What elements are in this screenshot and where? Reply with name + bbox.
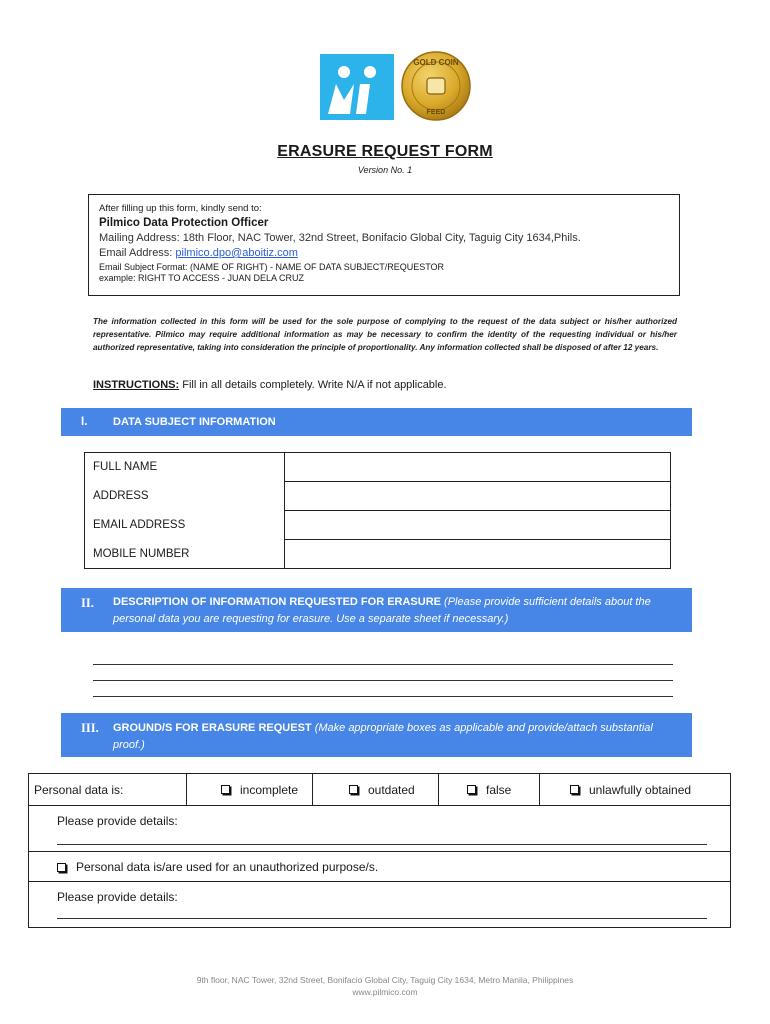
subject-format: Email Subject Format: (NAME OF RIGHT) - NAME OF DATA SUBJECT/REQUESTOR <box>99 262 445 272</box>
option-outdated-label: outdated <box>368 782 415 797</box>
section-3-title <box>113 720 684 754</box>
pilmico-logo-mark <box>320 54 394 120</box>
grounds-separator <box>29 851 730 852</box>
section-3-note: (Make appropriate boxes as applicable and provide/attach substantial proof.) <box>113 722 653 751</box>
option-outdated[interactable] <box>313 774 439 805</box>
unauthorized-purpose-option[interactable] <box>57 860 378 874</box>
details-line-1[interactable] <box>57 844 707 845</box>
personal-data-row <box>29 774 730 806</box>
section-1-title <box>113 414 684 431</box>
footer-address: 9th floor, NAC Tower, 32nd Street, Bonifacio Global City, Taguig City 1634, Metro Manila, Philippines <box>196 975 574 985</box>
coin-text-top: GOLD COIN <box>413 58 459 67</box>
unauthorized-purpose-label: Personal data is/are used for an unauthorized purpose/s. <box>76 860 379 874</box>
privacy-disclaimer: The information collected in this form will be used for the sole purpose of complying to the request of the data subject or his/her authorized representative. Pilmico may require additional information as may be necessary to confirm the identity of the requesting individual or his/her authorized representative, taking into consideration the principle of proportionality. Any information collected shall be disposed of after 12 years. <box>93 317 677 353</box>
option-incomplete[interactable] <box>187 774 313 805</box>
instructions-label: INSTRUCTIONS: <box>93 379 180 391</box>
details-label-2: Please provide details: <box>57 890 178 904</box>
checkbox-icon[interactable] <box>57 863 66 872</box>
send-intro: After filling up this form, kindly send to: <box>99 203 262 214</box>
option-unlawfully-obtained[interactable] <box>540 774 730 805</box>
section-1-number: I. <box>81 416 88 428</box>
section-3-number: III. <box>81 721 99 735</box>
gold-coin-logo <box>400 50 472 122</box>
gold-coin-icon <box>400 50 472 122</box>
option-unlawfully-obtained-label: unlawfully obtained <box>589 782 692 797</box>
form-version: Version No. 1 <box>357 165 413 175</box>
email-address-label: EMAIL ADDRESS <box>85 511 285 540</box>
full-name-label: FULL NAME <box>85 453 285 482</box>
section-2-header <box>61 588 692 632</box>
subject-example: example: RIGHT TO ACCESS - JUAN DELA CRUZ <box>99 273 305 283</box>
section-3-header <box>61 713 692 757</box>
section-2-title <box>113 594 684 628</box>
section-2-number: II. <box>81 596 94 610</box>
officer-name: Pilmico Data Protection Officer <box>99 217 269 229</box>
section-1-header <box>61 408 692 436</box>
data-subject-table <box>84 452 671 569</box>
instructions <box>93 379 447 391</box>
instructions-text: Fill in all details completely. Write N/A if not applicable. <box>179 379 447 391</box>
description-line-1[interactable] <box>93 664 673 665</box>
details-line-2[interactable] <box>57 918 707 919</box>
pilmico-logo <box>320 54 394 120</box>
table-row <box>85 540 671 569</box>
address-field[interactable] <box>285 482 671 511</box>
section-2-note: (Please provide sufficient details about the personal data you are requesting for erasure. Use a separate sheet if necessary.) <box>113 596 651 625</box>
description-line-2[interactable] <box>93 680 673 681</box>
table-row <box>85 482 671 511</box>
table-row <box>85 453 671 482</box>
email-label: Email Address: <box>99 247 176 259</box>
checkbox-icon[interactable] <box>221 785 230 794</box>
table-row <box>85 511 671 540</box>
section-1-title-text: DATA SUBJECT INFORMATION <box>113 416 276 428</box>
grounds-table <box>28 773 731 928</box>
coin-text-bottom: FEED <box>426 109 446 116</box>
mobile-number-label: MOBILE NUMBER <box>85 540 285 569</box>
option-incomplete-label: incomplete <box>240 782 299 797</box>
checkbox-icon[interactable] <box>467 785 476 794</box>
full-name-field[interactable] <box>285 453 671 482</box>
email-line <box>99 247 669 259</box>
checkbox-icon[interactable] <box>570 785 579 794</box>
personal-data-label: Personal data is: <box>29 774 187 805</box>
checkbox-icon[interactable] <box>349 785 358 794</box>
mailing-address: Mailing Address: 18th Floor, NAC Tower, 32nd Street, Bonifacio Global City, Taguig City 1634,Phils. <box>99 232 581 244</box>
send-to-box <box>88 194 680 296</box>
section-3-title-text: GROUND/S FOR ERASURE REQUEST <box>113 722 312 734</box>
section-2-title-text: DESCRIPTION OF INFORMATION REQUESTED FOR ERASURE <box>113 596 441 608</box>
option-false-label: false <box>486 782 512 797</box>
option-false[interactable] <box>439 774 540 805</box>
footer-website[interactable]: www.pilmico.com <box>352 987 418 997</box>
form-title: ERASURE REQUEST FORM <box>277 143 493 160</box>
description-line-3[interactable] <box>93 696 673 697</box>
email-address-field[interactable] <box>285 511 671 540</box>
mobile-number-field[interactable] <box>285 540 671 569</box>
details-label-1: Please provide details: <box>57 814 178 828</box>
email-link[interactable]: pilmico.dpo@aboitiz.com <box>175 247 298 259</box>
grounds-separator <box>29 881 730 882</box>
address-label: ADDRESS <box>85 482 285 511</box>
